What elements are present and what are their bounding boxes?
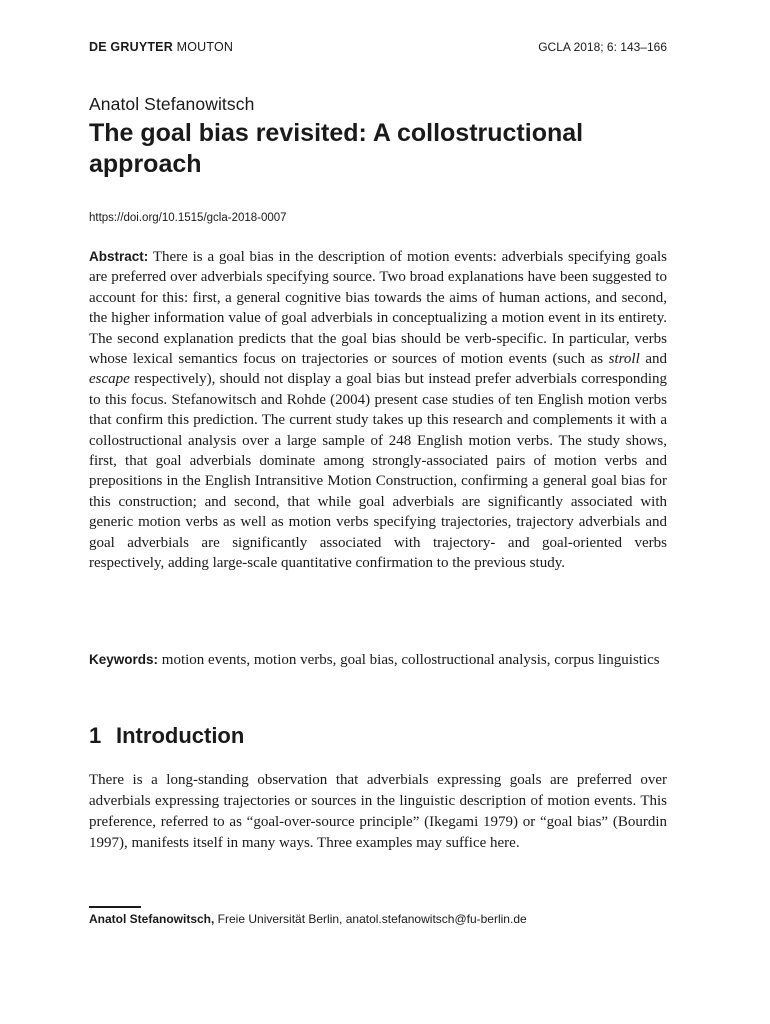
affiliation-details: Freie Universität Berlin, anatol.stefanowitsch@fu-berlin.de [214,912,527,926]
author-affiliation [89,912,667,926]
article-title: The goal bias revisited: A collostructional approach [89,119,584,178]
keywords-label: Keywords: [89,652,159,667]
publisher-name [89,40,233,54]
abstract-connector: and [639,351,667,368]
footnote-divider [89,906,141,908]
abstract-example-escape: escape [89,371,130,388]
journal-reference: GCLA 2018; 6: 143–166 [538,40,667,54]
author-name: Anatol Stefanowitsch [89,94,255,114]
section-heading [89,722,244,750]
abstract-label: Abstract: [89,249,149,264]
affiliation-author-name: Anatol Stefanowitsch, [89,912,215,926]
section-title: Introduction [116,723,245,748]
publisher-name-regular: MOUTON [176,40,234,54]
publisher-name-bold: DE GRUYTER [89,40,173,54]
introduction-paragraph: There is a long-standing observation that adverbials expressing goals are preferred over adverbials expressing trajectories or sources in the linguistic description of motion events. This preference, referred to as “goal-over-source principle” (Ikegami 1979) or “goal bias” (Bourdin 1997), manifests itself in many ways. Three examples may suffice here. [89,772,667,851]
running-header [89,40,667,56]
section-number: 1 [89,723,102,748]
keywords [89,650,667,670]
abstract [89,247,667,574]
abstract-text-part-2: respectively), should not display a goal bias but instead prefer adverbials corresponding to this focus. Stefanowitsch and Rohde (2004) present case studies of ten English motion verbs that confirm this prediction. The current study takes up this research and complements it with a collostructional analysis over a large sample of 248 English motion verbs. The study shows, first, that goal adverbials dominate among strongly-associated pairs of motion verbs and prepositions in the English Intransitive Motion Construction, confirming a general goal bias for this construction; and second, that while goal adverbials are significantly associated with generic motion verbs as well as motion verbs specifying trajectories, trajectory adverbials and goal adverbials are significantly associated with trajectory- and goal-oriented verbs respectively, adding large-scale quantitative confirmation to the previous study. [89,371,667,572]
keywords-text: motion events, motion verbs, goal bias, collostructional analysis, corpus linguistics [161,652,660,668]
abstract-text-part-1: There is a goal bias in the description of motion events: adverbials specifying goals are preferred over adverbials specifying source. Two broad explanations have been suggested to account for this: first, a general cognitive bias towards the aims of human actions, and second, the higher information value of goal adverbials in conceptualizing a motion event in its entirety. The second explanation predicts that the goal bias should be verb-specific. In particular, verbs whose lexical semantics focus on trajectories or sources of motion events (such as [89,249,668,368]
abstract-example-stroll: stroll [608,351,640,368]
doi-link[interactable]: https://doi.org/10.1515/gcla-2018-0007 [89,212,287,224]
